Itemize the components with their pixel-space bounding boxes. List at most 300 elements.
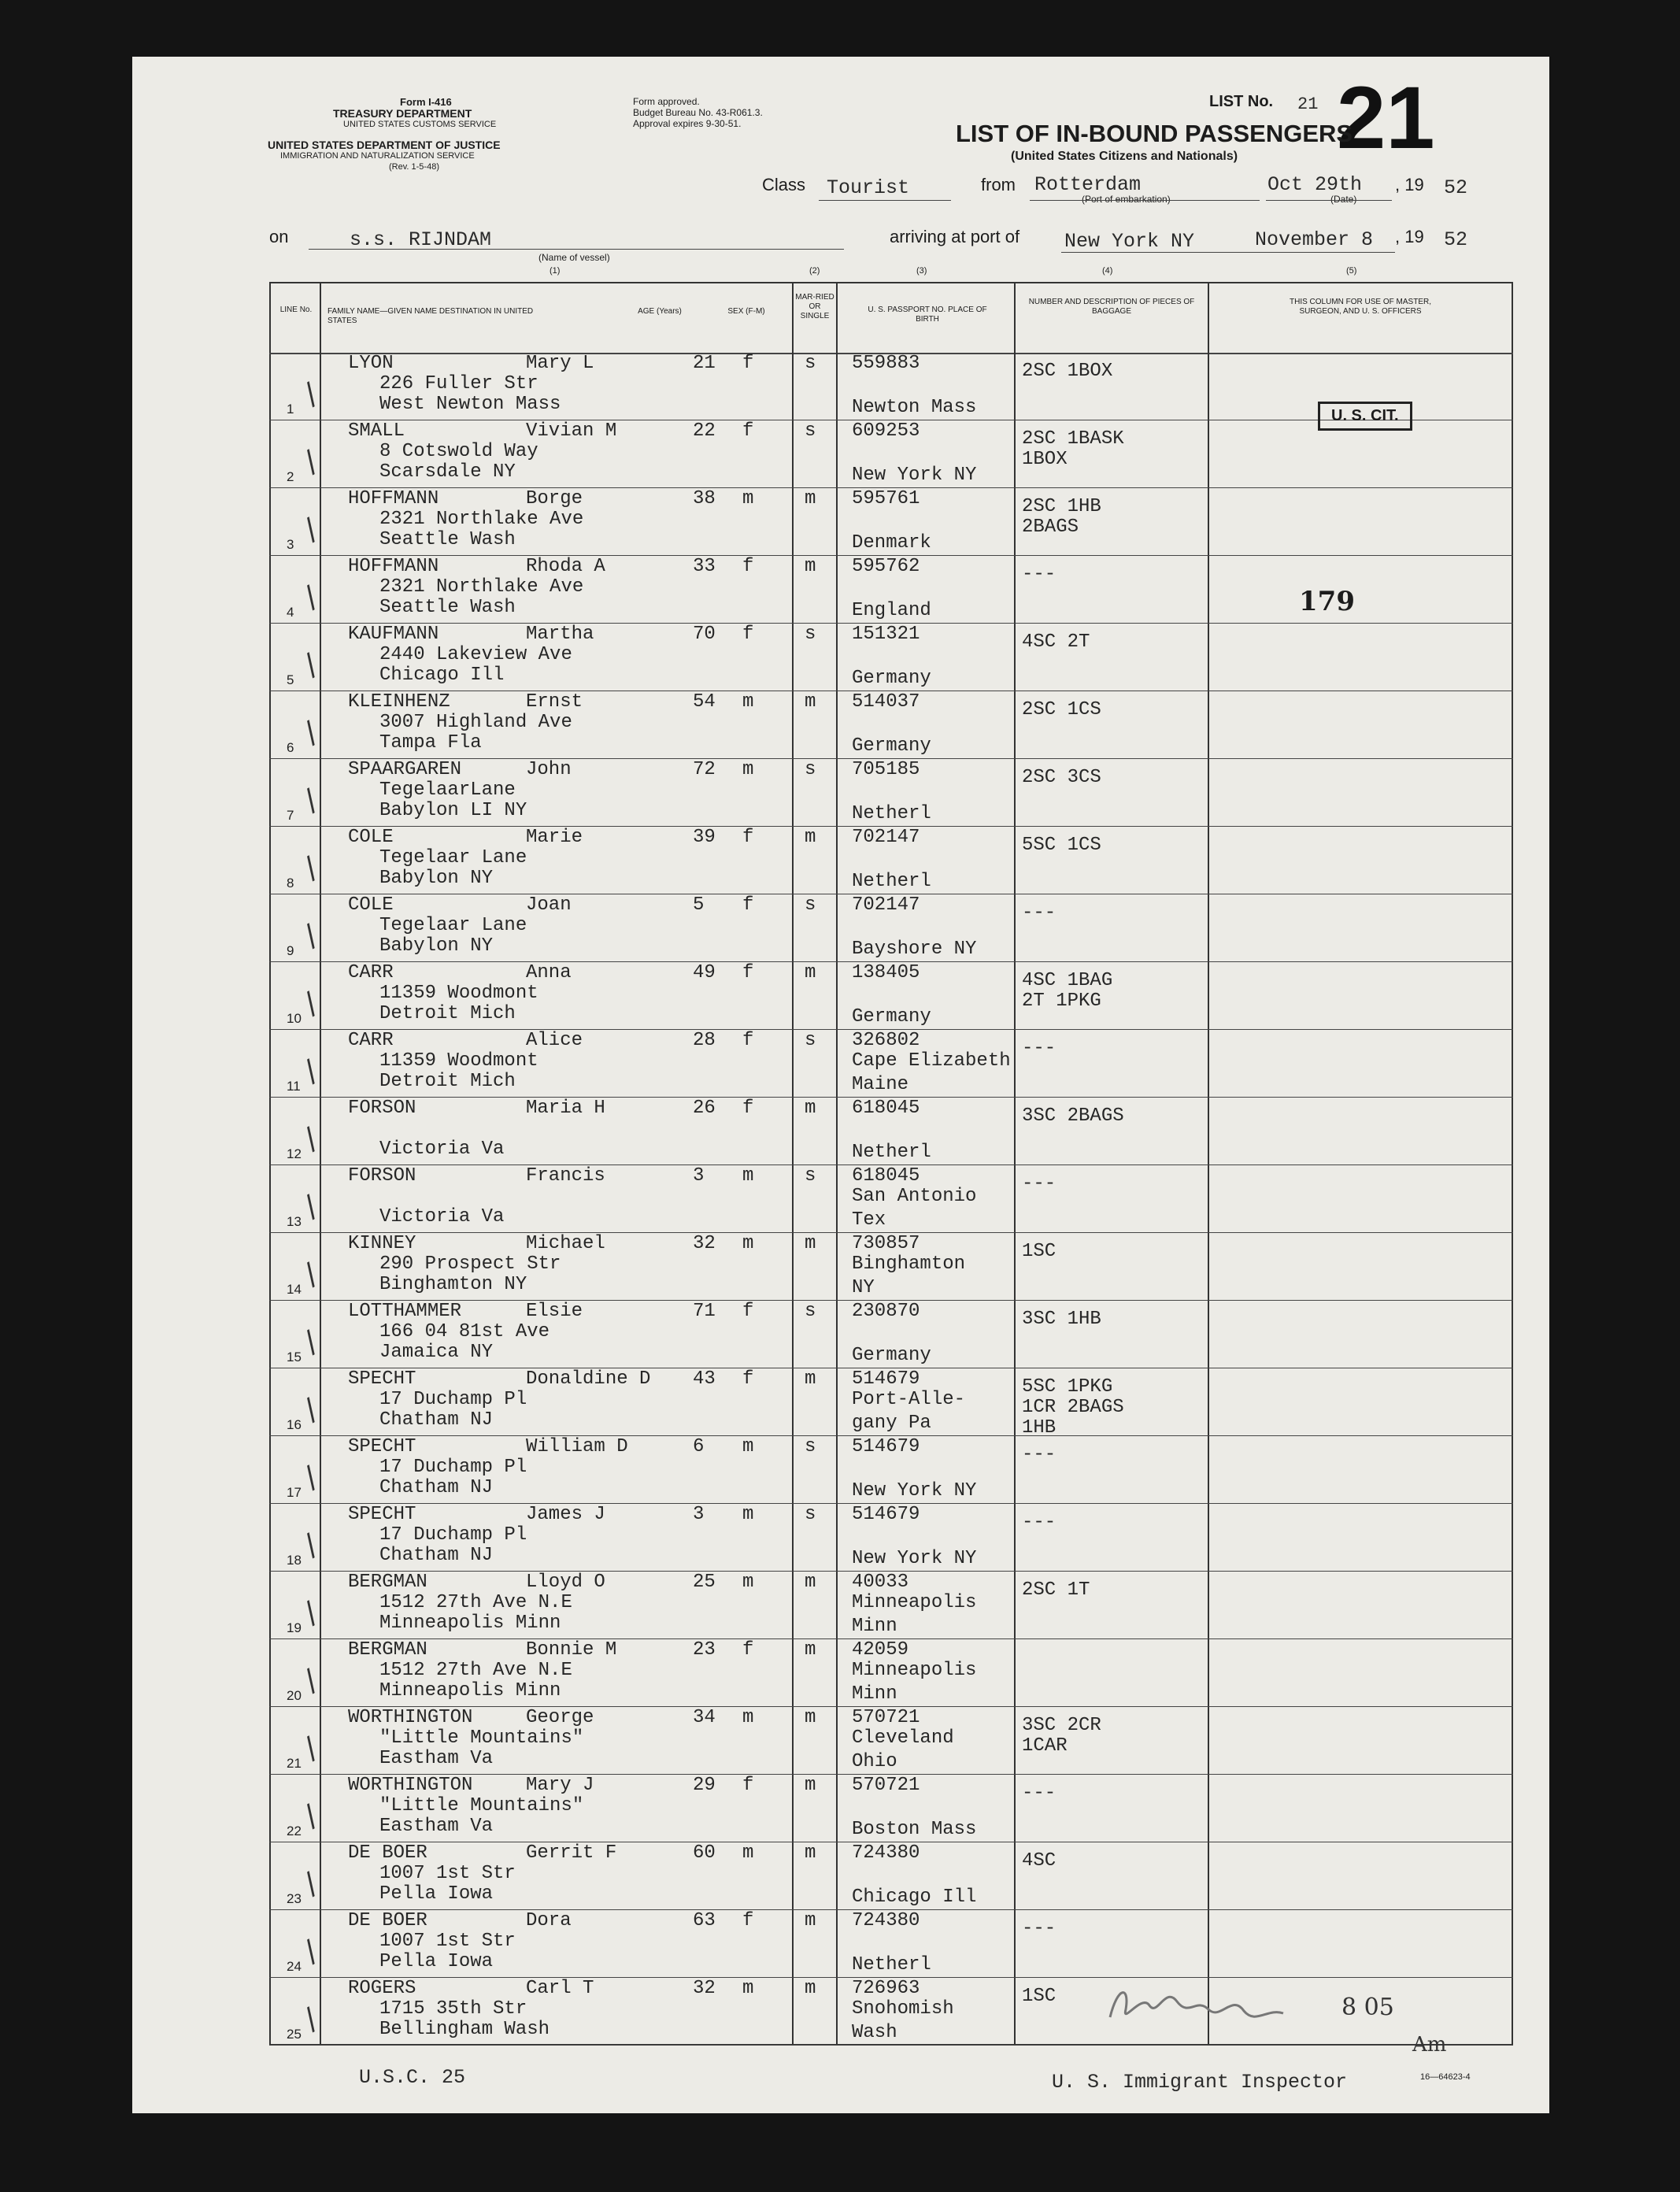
check-mark: / <box>297 1120 324 1157</box>
birth-place-1: Minneapolis <box>852 1660 977 1681</box>
on-label: on <box>269 227 289 246</box>
birth-place-2: Germany <box>852 1006 931 1028</box>
line-number: 18 <box>287 1553 302 1568</box>
baggage-line-1: --- <box>1022 1918 1056 1939</box>
passenger-surname: BERGMAN <box>348 1639 427 1661</box>
column-number: (1) <box>550 266 561 276</box>
list-number-typed: 21 <box>1297 94 1319 114</box>
passenger-count: 179 <box>1299 586 1355 617</box>
check-mark: / <box>297 1256 324 1292</box>
passport-number: 702147 <box>852 827 920 848</box>
baggage-line-1: 4SC 1BAG <box>1022 970 1113 991</box>
address-line-2: Minneapolis Minn <box>379 1613 561 1634</box>
birth-place-2: Netherl <box>852 803 931 824</box>
sex: m <box>742 1504 754 1525</box>
address-line-1: 3007 Highland Ave <box>379 712 572 733</box>
baggage-line-1: --- <box>1022 1444 1056 1465</box>
passport-number: 730857 <box>852 1233 920 1254</box>
passport-number: 595761 <box>852 488 920 509</box>
sex: m <box>742 1233 754 1254</box>
page-title: LIST OF IN-BOUND PASSENGERS <box>956 120 1353 147</box>
passport-number: 326802 <box>852 1030 920 1051</box>
age: 21 <box>693 353 716 374</box>
address-line-1: 290 Prospect Str <box>379 1253 561 1275</box>
column-number: (3) <box>916 266 927 276</box>
sex: f <box>742 1030 754 1051</box>
class-underline <box>819 200 951 201</box>
marital-status: m <box>805 1233 816 1254</box>
age: 34 <box>693 1707 716 1728</box>
signature-initials: Am <box>1412 2033 1447 2057</box>
passport-number: 230870 <box>852 1301 920 1322</box>
table-row <box>132 1910 1549 1978</box>
baggage-line-2: 1CAR <box>1022 1735 1068 1757</box>
line-number: 23 <box>287 1891 302 1906</box>
footer-usc: U.S.C. 25 <box>359 2066 466 2089</box>
header-passport: U. S. PASSPORT NO. PLACE OF BIRTH <box>868 305 987 324</box>
address-line-1: 166 04 81st Ave <box>379 1321 550 1342</box>
marital-status: s <box>805 759 816 780</box>
passport-number: 724380 <box>852 1842 920 1864</box>
address-line-1: 1512 27th Ave N.E <box>379 1660 572 1681</box>
marital-status: s <box>805 1436 816 1457</box>
line-number: 7 <box>287 808 294 823</box>
dept-justice: UNITED STATES DEPARTMENT OF JUSTICE <box>268 139 501 151</box>
baggage-line-1: 4SC 2T <box>1022 631 1090 653</box>
passport-number: 609253 <box>852 420 920 442</box>
address-line-1: "Little Mountains" <box>379 1795 584 1816</box>
sex: f <box>742 962 754 983</box>
birth-place-2: Boston Mass <box>852 1819 977 1840</box>
marital-status: m <box>805 1368 816 1390</box>
address-line-2: Binghamton NY <box>379 1274 527 1295</box>
header-line-no: LINE No. <box>279 305 313 314</box>
address-line-1: 8 Cotswold Way <box>379 441 538 462</box>
age: 49 <box>693 962 716 983</box>
passenger-surname: CARR <box>348 962 394 983</box>
address-line-1: 1007 1st Str <box>379 1931 516 1952</box>
age: 23 <box>693 1639 716 1661</box>
sex: f <box>742 353 754 374</box>
age: 3 <box>693 1165 705 1187</box>
citizen-stamp: U. S. CIT. <box>1318 402 1412 431</box>
address-line-1: Tegelaar Lane <box>379 915 527 936</box>
passport-number: 514037 <box>852 691 920 713</box>
passenger-given-name: Ernst <box>526 691 583 713</box>
sex: f <box>742 420 754 442</box>
sex: m <box>742 1978 754 1999</box>
passenger-surname: SPECHT <box>348 1436 416 1457</box>
check-mark: / <box>297 1324 324 1360</box>
line-number: 2 <box>287 469 294 484</box>
form-number: Form I-416 <box>400 96 452 108</box>
header-baggage: NUMBER AND DESCRIPTION OF PIECES OF BAGGAGE <box>1028 298 1195 316</box>
check-mark: / <box>297 2001 324 2037</box>
arrival-year: 52 <box>1444 228 1468 251</box>
passenger-given-name: Bonnie M <box>526 1639 617 1661</box>
marital-status: s <box>805 1301 816 1322</box>
class-value: Tourist <box>827 176 910 199</box>
page-subtitle: (United States Citizens and Nationals) <box>1011 150 1238 163</box>
sex: m <box>742 1842 754 1864</box>
table-row <box>132 1572 1549 1639</box>
table-row <box>132 1098 1549 1165</box>
passport-number: 514679 <box>852 1436 920 1457</box>
marital-status: m <box>805 488 816 509</box>
passenger-surname: KINNEY <box>348 1233 416 1254</box>
check-mark: / <box>297 1933 324 1969</box>
address-line-2: Jamaica NY <box>379 1342 494 1363</box>
address-line-2: Bellingham Wash <box>379 2019 550 2040</box>
port-of-embarkation: Rotterdam <box>1034 173 1142 196</box>
birth-place-2: Chicago Ill <box>852 1887 977 1908</box>
age: 32 <box>693 1978 716 1999</box>
baggage-line-1: 2SC 1BOX <box>1022 361 1113 382</box>
form-revision: (Rev. 1-5-48) <box>389 162 439 172</box>
baggage-line-3: 1HB <box>1022 1417 1056 1438</box>
table-row <box>132 1030 1549 1098</box>
address-line-2: Victoria Va <box>379 1139 505 1160</box>
year-prefix-2: , 19 <box>1395 227 1424 246</box>
line-number: 4 <box>287 605 294 620</box>
baggage-line-1: 5SC 1PKG <box>1022 1376 1113 1398</box>
line-number: 20 <box>287 1688 302 1703</box>
address-line-2: Babylon NY <box>379 868 494 889</box>
birth-place-2: Bayshore NY <box>852 939 977 960</box>
birth-place-2: Ohio <box>852 1751 897 1772</box>
address-line-2: Chatham NJ <box>379 1545 494 1566</box>
passenger-given-name: Donaldine D <box>526 1368 651 1390</box>
line-number: 12 <box>287 1146 302 1161</box>
birth-place-2: Minn <box>852 1616 897 1637</box>
sex: f <box>742 1639 754 1661</box>
birth-place-1: Port-Alle- <box>852 1389 966 1410</box>
birth-place-2: NY <box>852 1277 875 1298</box>
table-row <box>132 488 1549 556</box>
signature-scribble <box>1102 1978 1291 2033</box>
birth-place-2: New York NY <box>852 1480 977 1501</box>
baggage-line-2: 1BOX <box>1022 449 1068 470</box>
check-mark: / <box>297 1798 324 1834</box>
sex: f <box>742 894 754 916</box>
table-row <box>132 1707 1549 1775</box>
vessel-caption: (Name of vessel) <box>538 252 610 263</box>
passenger-surname: DE BOER <box>348 1910 427 1931</box>
address-line-2: Detroit Mich <box>379 1003 516 1024</box>
embarkation-date: Oct 29th <box>1267 173 1363 196</box>
check-mark: / <box>297 917 324 953</box>
check-mark: / <box>297 646 324 683</box>
baggage-line-1: --- <box>1022 902 1056 924</box>
check-mark: / <box>297 714 324 750</box>
sex: m <box>742 1436 754 1457</box>
birth-place-1: Cleveland <box>852 1727 954 1749</box>
birth-place-2: Netherl <box>852 1142 931 1163</box>
marital-status: m <box>805 1842 816 1864</box>
line-number: 22 <box>287 1824 302 1838</box>
age: 43 <box>693 1368 716 1390</box>
header-age: AGE (Years) <box>638 307 682 316</box>
sex: m <box>742 1572 754 1593</box>
birth-place-2: Minn <box>852 1683 897 1705</box>
passenger-given-name: Elsie <box>526 1301 583 1322</box>
age: 29 <box>693 1775 716 1796</box>
passenger-surname: SPECHT <box>348 1504 416 1525</box>
marital-status: m <box>805 691 816 713</box>
table-row <box>132 1775 1549 1842</box>
passenger-given-name: Mary L <box>526 353 594 374</box>
marital-status: m <box>805 1707 816 1728</box>
dept-ins: IMMIGRATION AND NATURALIZATION SERVICE <box>280 151 475 161</box>
passenger-given-name: James J <box>526 1504 605 1525</box>
sex: f <box>742 827 754 848</box>
line-number: 19 <box>287 1620 302 1635</box>
passenger-given-name: Anna <box>526 962 572 983</box>
birth-place-2: Germany <box>852 735 931 757</box>
line-number: 11 <box>287 1079 301 1094</box>
check-mark: / <box>297 1188 324 1224</box>
check-mark: / <box>297 1459 324 1495</box>
passport-number: 618045 <box>852 1098 920 1119</box>
passport-number: 618045 <box>852 1165 920 1187</box>
line-number: 16 <box>287 1417 302 1432</box>
sex: m <box>742 691 754 713</box>
baggage-line-1: 3SC 1HB <box>1022 1309 1101 1330</box>
address-line-2: Chatham NJ <box>379 1409 494 1431</box>
passenger-given-name: Martha <box>526 624 594 645</box>
check-mark: / <box>297 850 324 886</box>
table-row <box>132 1165 1549 1233</box>
passenger-surname: HOFFMANN <box>348 488 439 509</box>
passenger-surname: LYON <box>348 353 394 374</box>
passenger-given-name: Mary J <box>526 1775 594 1796</box>
address-line-2: Eastham Va <box>379 1748 494 1769</box>
baggage-line-1: 2SC 1T <box>1022 1579 1090 1601</box>
check-mark: / <box>297 1053 324 1089</box>
address-line-1: TegelaarLane <box>379 779 516 801</box>
address-line-2: Victoria Va <box>379 1206 505 1227</box>
port-emb-caption: (Port of embarkation) <box>1082 194 1171 205</box>
check-mark: / <box>297 782 324 818</box>
passport-number: 514679 <box>852 1368 920 1390</box>
check-mark: / <box>297 1527 324 1563</box>
table-row <box>132 1368 1549 1436</box>
header-sex: SEX (F-M) <box>727 307 765 316</box>
check-mark: / <box>297 1594 324 1631</box>
marital-status: m <box>805 962 816 983</box>
check-mark: / <box>297 1662 324 1698</box>
check-mark: / <box>297 985 324 1021</box>
line-number: 24 <box>287 1959 302 1974</box>
passport-number: 570721 <box>852 1707 920 1728</box>
address-line-2: Scarsdale NY <box>379 461 516 483</box>
birth-place-2: New York NY <box>852 1548 977 1569</box>
baggage-line-1: 1SC <box>1022 1986 1056 2007</box>
from-label: from <box>981 175 1016 194</box>
marital-status: s <box>805 420 816 442</box>
baggage-line-2: 2T 1PKG <box>1022 990 1101 1012</box>
age: 39 <box>693 827 716 848</box>
passenger-given-name: Alice <box>526 1030 583 1051</box>
header-officers: THIS COLUMN FOR USE OF MASTER, SURGEON, AND U. S. OFFICERS <box>1289 298 1431 316</box>
table-row <box>132 624 1549 691</box>
baggage-line-1: --- <box>1022 564 1056 585</box>
address-line-2: Eastham Va <box>379 1816 494 1837</box>
age: 28 <box>693 1030 716 1051</box>
address-line-2: Pella Iowa <box>379 1951 494 1972</box>
baggage-line-1: 4SC <box>1022 1850 1056 1872</box>
sex: m <box>742 488 754 509</box>
age: 72 <box>693 759 716 780</box>
marital-status: s <box>805 353 816 374</box>
baggage-line-1: --- <box>1022 1038 1056 1059</box>
marital-status: m <box>805 1978 816 1999</box>
baggage-line-1: 2SC 1BASK <box>1022 428 1124 450</box>
arrival-port: New York NY <box>1064 230 1195 253</box>
table-row <box>132 691 1549 759</box>
passenger-given-name: George <box>526 1707 594 1728</box>
passenger-given-name: Marie <box>526 827 583 848</box>
passport-number: 705185 <box>852 759 920 780</box>
birth-place-2: Wash <box>852 2022 897 2043</box>
line-number: 8 <box>287 876 294 890</box>
age: 32 <box>693 1233 716 1254</box>
address-line-1: 17 Duchamp Pl <box>379 1389 527 1410</box>
address-line-2: Seattle Wash <box>379 529 516 550</box>
baggage-line-1: 1SC <box>1022 1241 1056 1262</box>
passenger-surname: WORTHINGTON <box>348 1775 473 1796</box>
marital-status: m <box>805 1910 816 1931</box>
birth-place-2: Netherl <box>852 871 931 892</box>
line-number: 17 <box>287 1485 302 1500</box>
passenger-surname: KAUFMANN <box>348 624 439 645</box>
birth-place-1: Cape Elizabeth <box>852 1050 1011 1072</box>
footer-inspector: U. S. Immigrant Inspector <box>1052 2071 1348 2094</box>
check-mark: / <box>297 1865 324 1901</box>
passenger-surname: COLE <box>348 827 394 848</box>
passenger-surname: DE BOER <box>348 1842 427 1864</box>
passenger-given-name: Gerrit F <box>526 1842 617 1864</box>
address-line-1: "Little Mountains" <box>379 1727 584 1749</box>
from-underline <box>1030 200 1260 201</box>
check-mark: / <box>297 1730 324 1766</box>
passenger-given-name: Dora <box>526 1910 572 1931</box>
passenger-surname: ROGERS <box>348 1978 416 1999</box>
table-row <box>132 759 1549 827</box>
passport-number: 42059 <box>852 1639 909 1661</box>
age: 71 <box>693 1301 716 1322</box>
passenger-surname: SPAARGAREN <box>348 759 462 780</box>
inspector-signature <box>1102 1978 1291 2033</box>
check-mark: / <box>297 579 324 615</box>
baggage-line-1: 3SC 2CR <box>1022 1715 1101 1736</box>
column-number: (4) <box>1102 266 1113 276</box>
address-line-2: Pella Iowa <box>379 1883 494 1905</box>
marital-status: m <box>805 1098 816 1119</box>
baggage-line-1: 2SC 1CS <box>1022 699 1101 720</box>
address-line-1: 11359 Woodmont <box>379 1050 538 1072</box>
approval-line: Form approved. <box>633 96 700 107</box>
sex: m <box>742 1165 754 1187</box>
age: 22 <box>693 420 716 442</box>
arrival-underline <box>1061 252 1395 253</box>
date-underline <box>1266 200 1392 201</box>
address-line-2: Detroit Mich <box>379 1071 516 1092</box>
address-line-2: Babylon LI NY <box>379 800 527 821</box>
dept-customs: UNITED STATES CUSTOMS SERVICE <box>343 120 497 129</box>
address-line-2: Chicago Ill <box>379 665 505 686</box>
sex: f <box>742 624 754 645</box>
marital-status: m <box>805 827 816 848</box>
marital-status: s <box>805 1165 816 1187</box>
passenger-given-name: John <box>526 759 572 780</box>
passenger-surname: BERGMAN <box>348 1572 427 1593</box>
age: 26 <box>693 1098 716 1119</box>
line-number: 10 <box>287 1011 302 1026</box>
marital-status: m <box>805 556 816 577</box>
passport-number: 702147 <box>852 894 920 916</box>
passenger-surname: HOFFMANN <box>348 556 439 577</box>
passport-number: 40033 <box>852 1572 909 1593</box>
passenger-given-name: Maria H <box>526 1098 605 1119</box>
marital-status: m <box>805 1775 816 1796</box>
header-name: FAMILY NAME—GIVEN NAME DESTINATION IN UNITED STATES <box>327 307 534 325</box>
birth-place-1: Minneapolis <box>852 1592 977 1613</box>
dept-treasury: TREASURY DEPARTMENT <box>333 107 472 120</box>
table-row <box>132 1978 1549 2046</box>
age: 54 <box>693 691 716 713</box>
class-label: Class <box>762 175 806 194</box>
address-line-1: 2440 Lakeview Ave <box>379 644 572 665</box>
line-number: 3 <box>287 537 294 552</box>
birth-place-2: Tex <box>852 1209 886 1231</box>
passenger-given-name: Francis <box>526 1165 605 1187</box>
address-line-2: West Newton Mass <box>379 394 561 415</box>
address-line-1: Tegelaar Lane <box>379 847 527 868</box>
embarkation-year: 52 <box>1444 176 1468 199</box>
sex: m <box>742 759 754 780</box>
birth-place-1: Snohomish <box>852 1998 954 2020</box>
baggage-line-1: 3SC 2BAGS <box>1022 1105 1124 1127</box>
passenger-given-name: Michael <box>526 1233 605 1254</box>
passport-number: 559883 <box>852 353 920 374</box>
age: 63 <box>693 1910 716 1931</box>
passport-number: 138405 <box>852 962 920 983</box>
sex: f <box>742 556 754 577</box>
table-row <box>132 827 1549 894</box>
age: 25 <box>693 1572 716 1593</box>
address-line-1: 17 Duchamp Pl <box>379 1524 527 1546</box>
age: 6 <box>693 1436 705 1457</box>
address-line-2: Babylon NY <box>379 935 494 957</box>
table-row <box>132 1842 1549 1910</box>
sex: f <box>742 1910 754 1931</box>
sex: f <box>742 1775 754 1796</box>
marital-status: s <box>805 624 816 645</box>
birth-place-2: gany Pa <box>852 1413 931 1434</box>
address-line-2: Chatham NJ <box>379 1477 494 1498</box>
passenger-surname: FORSON <box>348 1165 416 1187</box>
passport-number: 595762 <box>852 556 920 577</box>
passenger-given-name: Borge <box>526 488 583 509</box>
address-line-1: 17 Duchamp Pl <box>379 1457 527 1478</box>
passenger-surname: WORTHINGTON <box>348 1707 473 1728</box>
passenger-surname: KLEINHENZ <box>348 691 450 713</box>
passenger-given-name: Joan <box>526 894 572 916</box>
table-row <box>132 1301 1549 1368</box>
passenger-given-name: Vivian M <box>526 420 617 442</box>
birth-place-2: Netherl <box>852 1954 931 1975</box>
